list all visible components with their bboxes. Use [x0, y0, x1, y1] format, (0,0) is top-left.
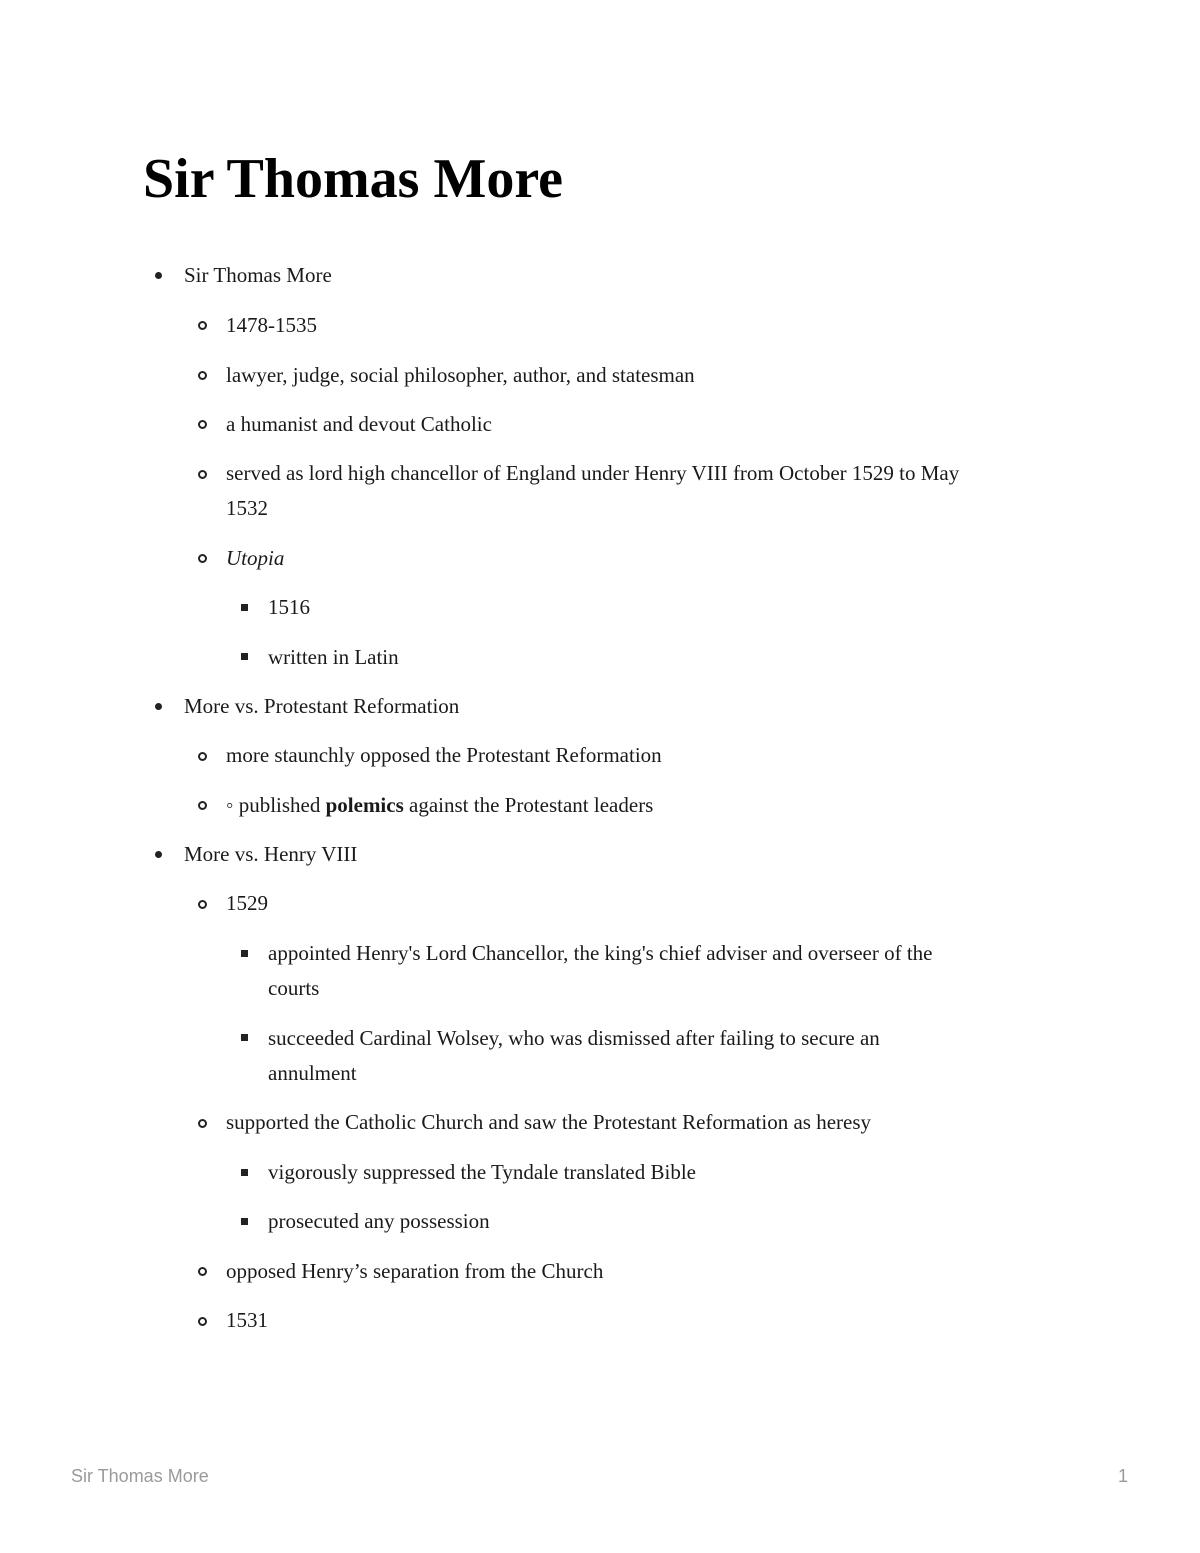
list-item: [268, 640, 399, 675]
bullet-dot-icon: [155, 851, 162, 858]
list-item-continuation: [226, 491, 268, 526]
list-item-text: lawyer, judge, social philosopher, author, and statesman: [226, 363, 695, 387]
list-item-text: supported the Catholic Church and saw the Protestant Reformation as heresy: [226, 1110, 872, 1134]
list-item-text: 1516: [268, 595, 310, 619]
page-number: 1: [1118, 1466, 1129, 1486]
bullet-square-icon: [241, 653, 248, 660]
bullet-circle-icon: [198, 752, 207, 761]
page-title: Sir Thomas More: [143, 148, 564, 210]
emphasized-term: polemics: [325, 793, 404, 817]
list-item-continuation: [268, 1056, 357, 1091]
list-item-text: more staunchly opposed the Protestant Reformation: [226, 743, 662, 767]
list-item: [226, 1254, 603, 1289]
bullet-circle-icon: [198, 470, 207, 479]
list-item: [184, 258, 332, 293]
list-item: [268, 1155, 696, 1190]
footer-title: Sir Thomas More: [71, 1466, 209, 1486]
list-item-text-after: against the Protestant leaders: [403, 793, 654, 817]
list-item-text: a humanist and devout Catholic: [226, 412, 492, 436]
list-item-text: prosecuted any possession: [268, 1209, 490, 1233]
list-item: [226, 358, 695, 393]
bullet-square-icon: [241, 950, 248, 957]
list-item: [226, 1303, 268, 1338]
list-item-text: courts: [268, 976, 320, 1000]
bullet-square-icon: [241, 1034, 248, 1041]
list-item: [184, 689, 459, 724]
bullet-circle-icon: [198, 1317, 207, 1326]
list-item-text: succeeded Cardinal Wolsey, who was dismissed after failing to secure an: [268, 1026, 880, 1050]
list-item: [268, 1204, 490, 1239]
bullet-square-icon: [241, 604, 248, 611]
bullet-circle-icon: [198, 371, 207, 380]
list-item: [226, 738, 662, 773]
list-item-continuation: [268, 971, 319, 1006]
list-item-text: vigorously suppressed the Tyndale translated Bible: [268, 1160, 696, 1184]
list-item-text: 1532: [226, 496, 268, 520]
list-item-text: opposed Henry’s separation from the Church: [226, 1259, 604, 1283]
bullet-circle-icon: [198, 321, 207, 330]
list-item: [226, 788, 653, 823]
book-title: Utopia: [226, 546, 285, 570]
list-item-text: 1529: [226, 891, 268, 915]
list-item-text: appointed Henry's Lord Chancellor, the king's chief adviser and overseer of the: [268, 941, 933, 965]
list-item: [268, 590, 310, 625]
bullet-circle-icon: [198, 1119, 207, 1128]
list-item: [226, 407, 492, 442]
list-item-text-before: ◦ published: [226, 793, 326, 817]
list-item: [268, 936, 933, 971]
bullet-circle-icon: [198, 801, 207, 810]
bullet-dot-icon: [155, 272, 162, 279]
bullet-circle-icon: [198, 554, 207, 563]
list-item-text: annulment: [268, 1061, 357, 1085]
list-item-text: More vs. Protestant Reformation: [184, 694, 460, 718]
list-item-text: written in Latin: [268, 645, 399, 669]
list-item: [226, 541, 284, 576]
list-item-text: More vs. Henry VIII: [184, 842, 358, 866]
list-item: [226, 1105, 871, 1140]
list-item: [226, 456, 959, 491]
list-item-text: served as lord high chancellor of England under Henry VIII from October 1529 to May: [226, 461, 960, 485]
list-item-text: Sir Thomas More: [184, 263, 332, 287]
bullet-circle-icon: [198, 1267, 207, 1276]
list-item: [226, 308, 317, 343]
list-item-text: 1531: [226, 1308, 268, 1332]
bullet-circle-icon: [198, 420, 207, 429]
bullet-circle-icon: [198, 900, 207, 909]
list-item: [184, 837, 357, 872]
bullet-dot-icon: [155, 703, 162, 710]
bullet-square-icon: [241, 1218, 248, 1225]
bullet-square-icon: [241, 1169, 248, 1176]
list-item: [268, 1021, 880, 1056]
list-item-text: 1478-1535: [226, 313, 317, 337]
list-item: [226, 886, 268, 921]
